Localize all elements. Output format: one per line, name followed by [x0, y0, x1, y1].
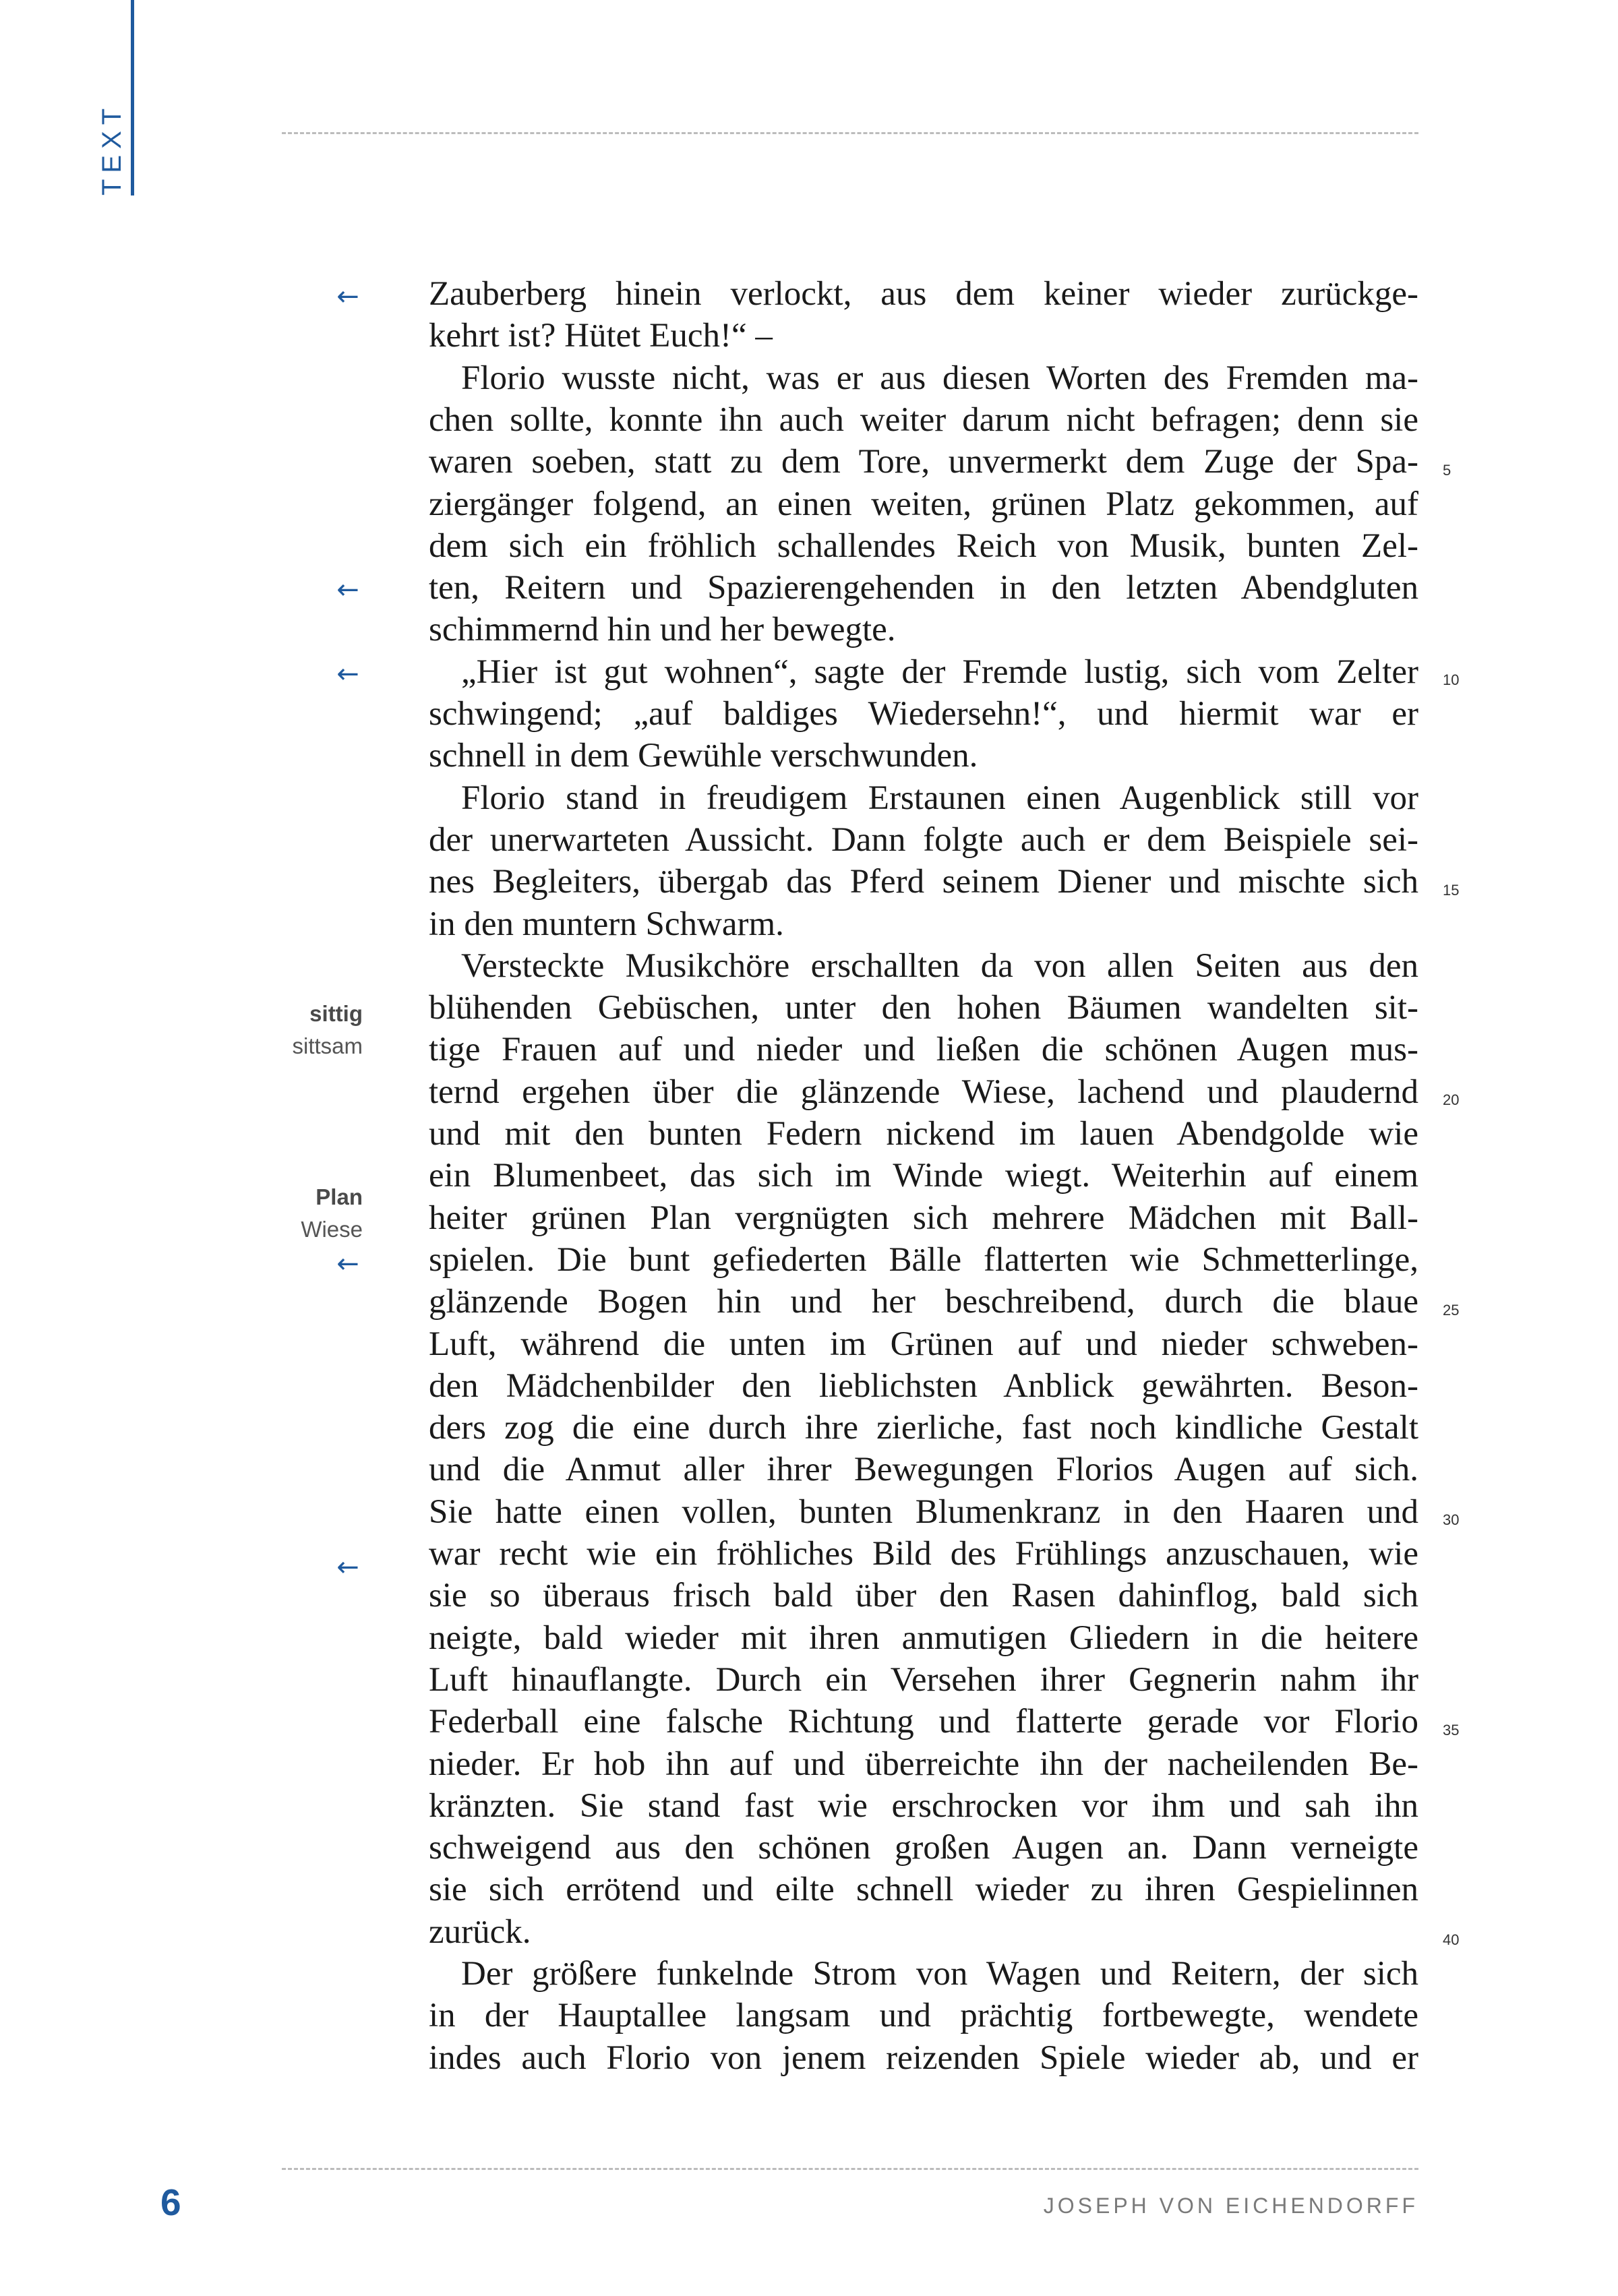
text-line: nieder. Er hob ihn auf und überreichte ihn der nacheilenden Be-: [429, 1745, 1418, 1783]
line-number: 15: [1443, 882, 1460, 899]
text-line: Luft hinauflangte. Durch ein Versehen ihrer Gegnerin nahm ihr: [429, 1660, 1418, 1699]
text-line: tige Frauen auf und nieder und ließen die schönen Augen mus-: [429, 1031, 1418, 1069]
text-line: Sie hatte einen vollen, bunten Blumenkranz in den Haaren und: [429, 1492, 1418, 1531]
text-line: Luft, während die unten im Grünen auf und nieder schweben-: [429, 1325, 1418, 1363]
text-line: chen sollte, konnte ihn auch weiter darum nicht befragen; denn sie: [429, 400, 1418, 439]
left-arrow-icon: ←: [336, 1248, 359, 1279]
text-line: ders zog die eine durch ihre zierliche, fast noch kindliche Gestalt: [429, 1409, 1418, 1447]
line-number: 20: [1443, 1091, 1460, 1108]
section-tab-bar: [131, 0, 134, 195]
text-line: war recht wie ein fröhliches Bild des Frühlings anzuschauen, wie: [429, 1535, 1418, 1573]
text-line: sie so überaus frisch bald über den Rasen dahinflog, bald sich: [429, 1577, 1418, 1615]
text-line: heiter grünen Plan vergnügten sich mehrere Mädchen mit Ball-: [429, 1199, 1418, 1237]
text-line: den Mädchenbilder den lieblichsten Anblick gewährten. Beson-: [429, 1366, 1418, 1405]
page-number: 6: [160, 2181, 181, 2223]
text-line: „Hier ist gut wohnen“, sagte der Fremde lustig, sich vom Zelter: [461, 653, 1418, 691]
line-number: 35: [1443, 1722, 1460, 1739]
text-line: glänzende Bogen hin und her beschreibend, durch die blaue: [429, 1283, 1418, 1321]
text-line: sie sich errötend und eilte schnell wieder zu ihren Gespielinnen: [429, 1871, 1418, 1909]
text-line: nes Begleiters, übergab das Pferd seinem Diener und mischte sich: [429, 863, 1418, 901]
text-line: Zauberberg hinein verlockt, aus dem keiner wieder zurückge-: [429, 275, 1418, 313]
text-line: ein Blumenbeet, das sich im Winde wiegt. Weiterhin auf einem: [429, 1157, 1418, 1195]
gloss-meaning: Wiese: [301, 1217, 363, 1242]
line-number: 10: [1443, 671, 1460, 688]
text-line: schwingend; „auf baldiges Wiedersehn!“, und hiermit war er: [429, 695, 1418, 733]
text-line: Der größere funkelnde Strom von Wagen und Reitern, der sich: [461, 1955, 1418, 1993]
text-line: Florio stand in freudigem Erstaunen einen Augenblick still vor: [461, 779, 1418, 817]
left-arrow-icon: ←: [336, 659, 359, 690]
text-line: waren soeben, statt zu dem Tore, unvermerkt dem Zuge der Spa-: [429, 443, 1418, 481]
line-number: 5: [1443, 462, 1451, 479]
gloss-meaning: sittsam: [292, 1033, 363, 1058]
left-arrow-icon: ←: [336, 281, 359, 312]
text-line: schnell in dem Gewühle verschwunden.: [429, 737, 978, 775]
text-line: schimmernd hin und her bewegte.: [429, 611, 896, 649]
text-line: ten, Reitern und Spazierengehenden in den letzten Abendgluten: [429, 569, 1418, 607]
left-arrow-icon: ←: [336, 1552, 359, 1583]
text-line: und mit den bunten Federn nickend im lauen Abendgolde wie: [429, 1115, 1418, 1153]
author-name: JOSEPH VON EICHENDORFF: [1043, 2194, 1418, 2218]
text-line: blühenden Gebüschen, unter den hohen Bäumen wandelten sit-: [429, 989, 1418, 1027]
text-line: kränzten. Sie stand fast wie erschrocken vor ihm und sah ihn: [429, 1786, 1418, 1825]
text-line: neigte, bald wieder mit ihren anmutigen Gliedern in die heitere: [429, 1619, 1418, 1657]
text-line: in der Hauptallee langsam und prächtig fortbewegte, wendete: [429, 1997, 1418, 2035]
text-line: Versteckte Musikchöre erschallten da von allen Seiten aus den: [461, 946, 1418, 985]
line-number: 40: [1443, 1931, 1460, 1948]
bottom-divider: [282, 2168, 1418, 2170]
line-number: 30: [1443, 1511, 1460, 1528]
gloss-term: Plan: [316, 1184, 363, 1209]
gloss-term: sittig: [309, 1001, 363, 1026]
text-line: ternd ergehen über die glänzende Wiese, lachend und plaudernd: [429, 1073, 1418, 1111]
text-line: und die Anmut aller ihrer Bewegungen Florios Augen auf sich.: [429, 1451, 1418, 1489]
text-line: der unerwarteten Aussicht. Dann folgte auch er dem Beispiele sei-: [429, 820, 1418, 859]
text-line: Federball eine falsche Richtung und flatterte gerade vor Florio: [429, 1703, 1418, 1741]
line-number: 25: [1443, 1302, 1460, 1319]
left-arrow-icon: ←: [336, 574, 359, 605]
text-line: zurück.: [429, 1912, 531, 1951]
text-line: dem sich ein fröhlich schallendes Reich von Musik, bunten Zel-: [429, 526, 1418, 565]
text-line: in den muntern Schwarm.: [429, 905, 784, 943]
text-line: Florio wusste nicht, was er aus diesen Worten des Fremden ma-: [461, 359, 1418, 397]
top-divider: [282, 132, 1418, 134]
text-line: spielen. Die bunt gefiederten Bälle flatterten wie Schmetterlinge,: [429, 1240, 1418, 1279]
text-line: kehrt ist? Hütet Euch!“ –: [429, 317, 773, 355]
text-line: schweigend aus den schönen großen Augen an. Dann verneigte: [429, 1829, 1418, 1867]
section-label: TEXT: [97, 102, 127, 195]
text-line: indes auch Florio von jenem reizenden Spiele wieder ab, und er: [429, 2038, 1418, 2077]
text-line: ziergänger folgend, an einen weiten, grünen Platz gekommen, auf: [429, 485, 1418, 523]
